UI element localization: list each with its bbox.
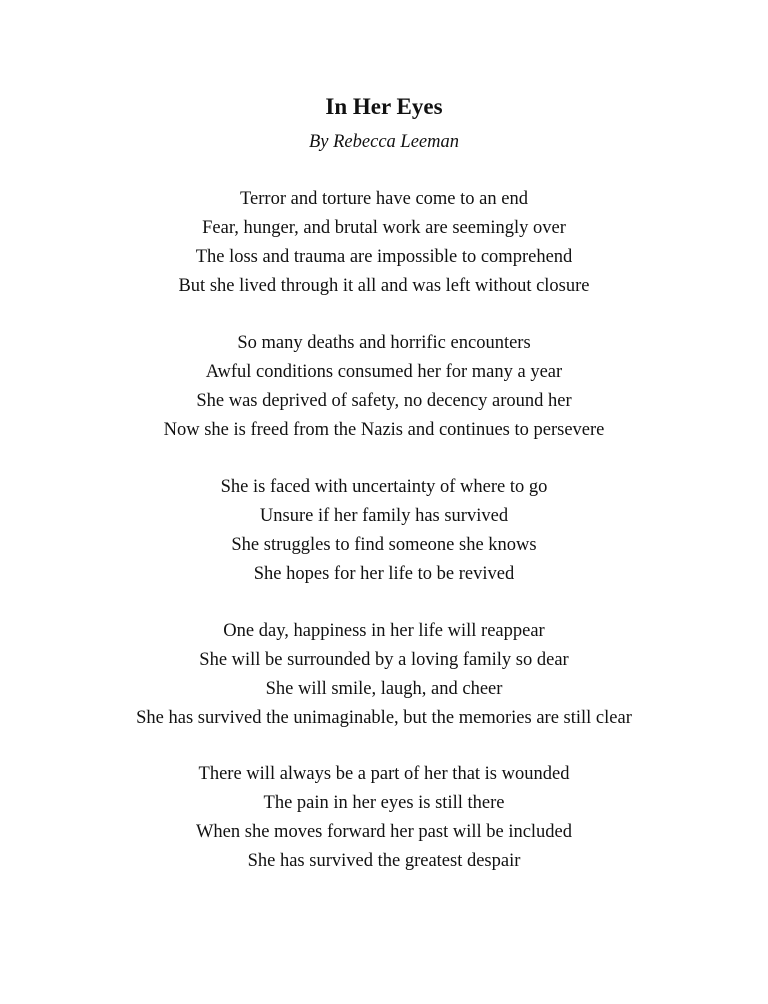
- poem-line: She was deprived of safety, no decency around her: [196, 391, 572, 411]
- poem-line: One day, happiness in her life will reappear: [223, 621, 545, 641]
- stanza-1: [0, 185, 768, 301]
- poem-line: Terror and torture have come to an end: [240, 189, 528, 209]
- poem-title: In Her Eyes: [325, 94, 443, 119]
- stanza-4: [0, 617, 768, 733]
- poem-line: She is faced with uncertainty of where to go: [220, 477, 548, 497]
- poem-line: Now she is freed from the Nazis and continues to persevere: [163, 420, 605, 440]
- poem-line: Awful conditions consumed her for many a year: [205, 362, 563, 382]
- poem-line: But she lived through it all and was left without closure: [178, 276, 590, 296]
- poem-line: She has survived the greatest despair: [247, 851, 521, 871]
- poem-line: The loss and trauma are impossible to comprehend: [195, 247, 573, 267]
- poem-line: When she moves forward her past will be included: [195, 822, 573, 842]
- poem-line: She will be surrounded by a loving family so dear: [199, 650, 569, 670]
- poem-line: She will smile, laugh, and cheer: [265, 679, 503, 699]
- stanza-2: [0, 329, 768, 445]
- author-byline: By Rebecca Leeman: [309, 132, 459, 152]
- poem-line: The pain in her eyes is still there: [263, 793, 505, 813]
- stanza-3: [0, 473, 768, 589]
- poem-line: There will always be a part of her that is wounded: [198, 764, 570, 784]
- poem-line: Fear, hunger, and brutal work are seemingly over: [202, 218, 566, 238]
- poem-line: She has survived the unimaginable, but the memories are still clear: [136, 708, 632, 728]
- stanza-5: [0, 760, 768, 876]
- poem-line: Unsure if her family has survived: [259, 506, 509, 526]
- poem-line: So many deaths and horrific encounters: [237, 333, 531, 353]
- poem-line: She hopes for her life to be revived: [253, 564, 515, 584]
- poem-line: She struggles to find someone she knows: [231, 535, 537, 555]
